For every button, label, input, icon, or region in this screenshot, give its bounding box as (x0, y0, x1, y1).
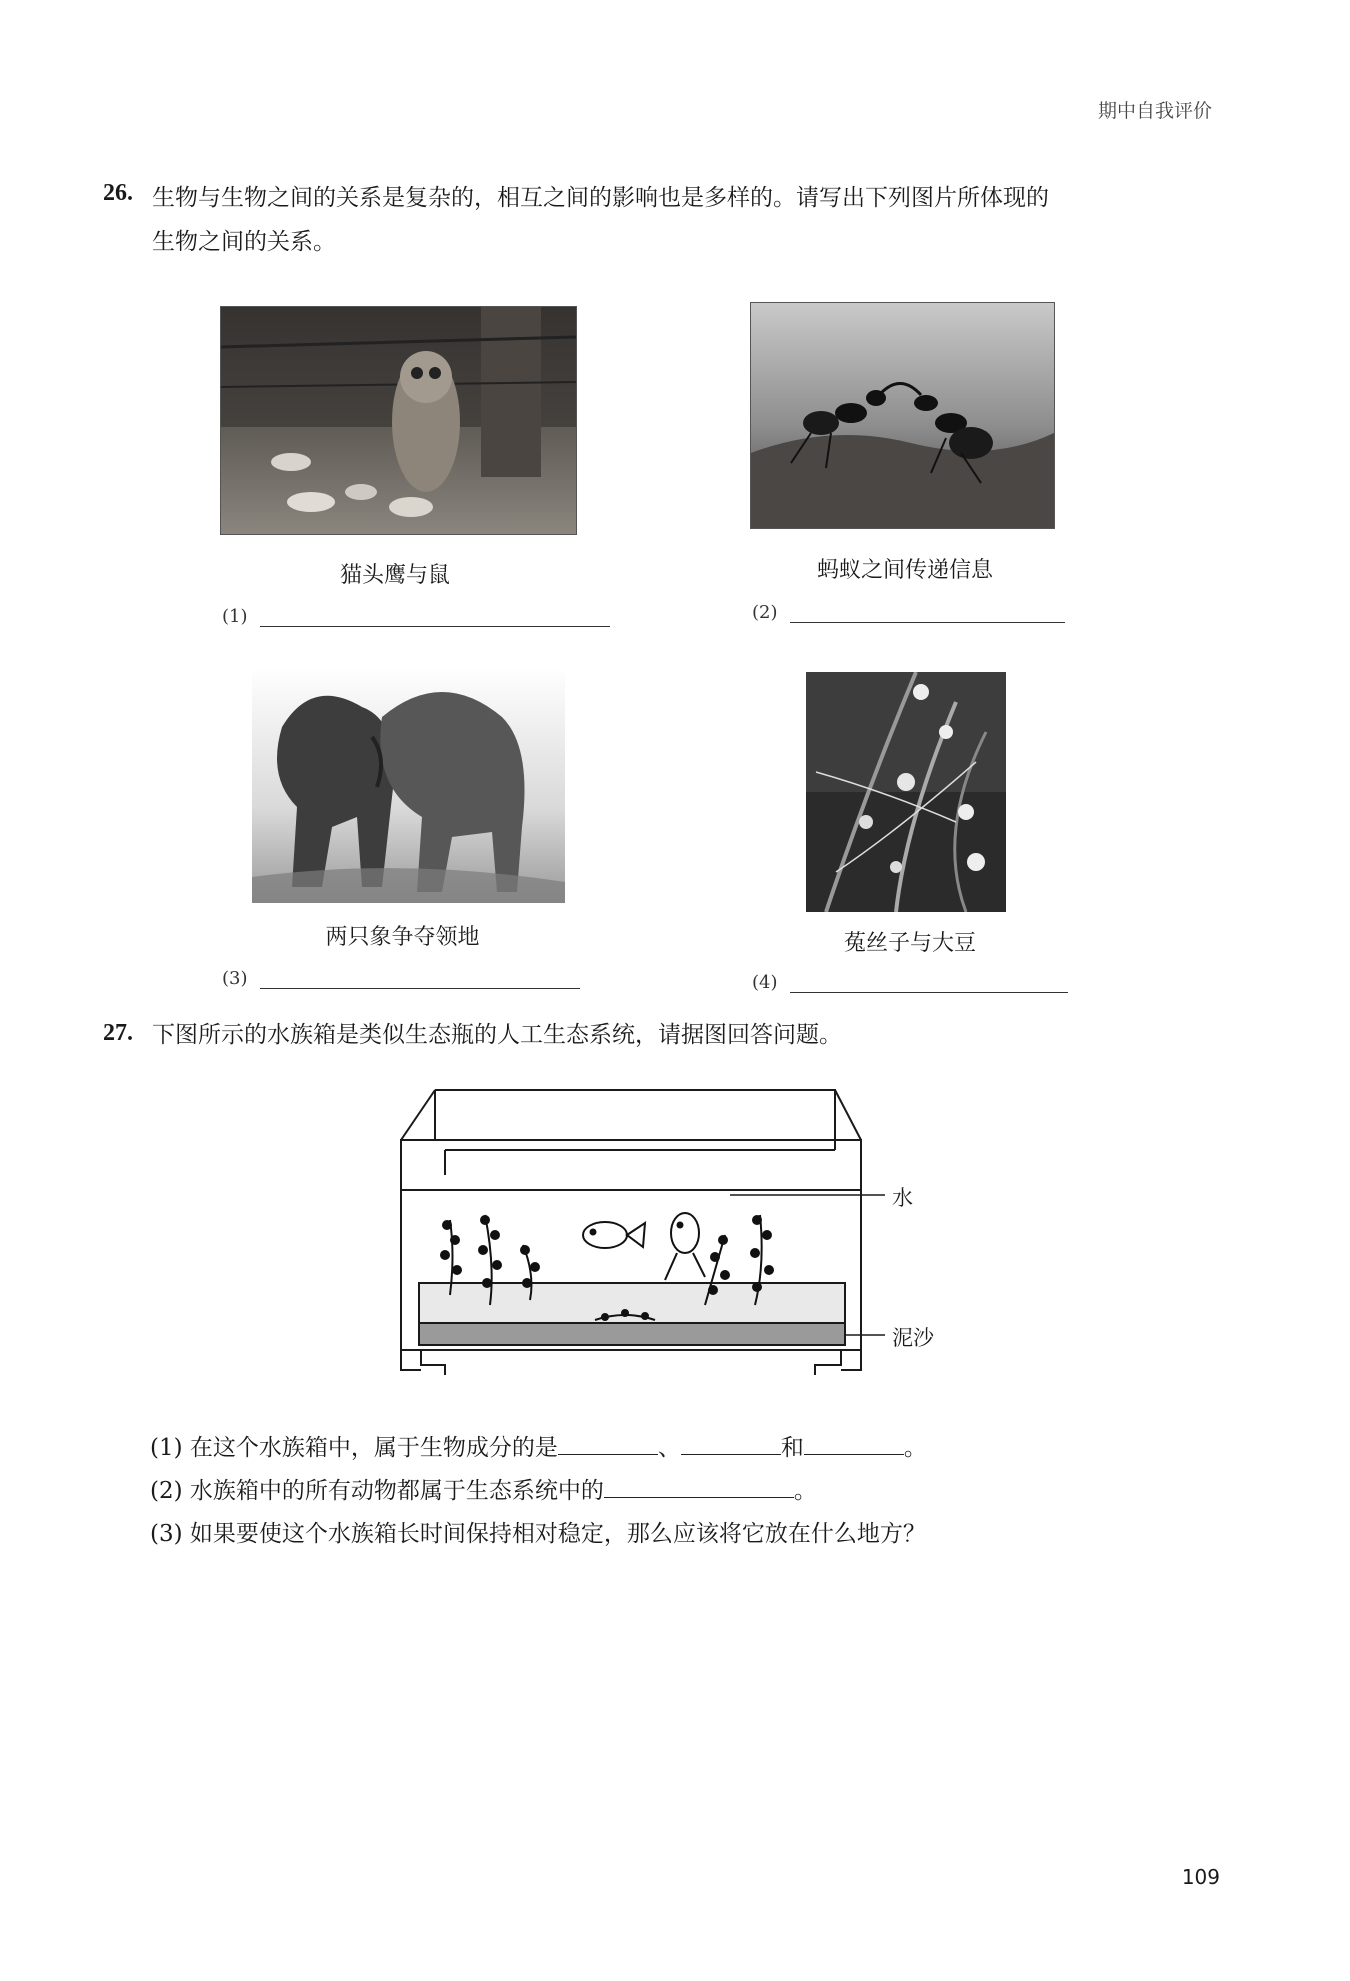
answer-blank-2 (752, 602, 1065, 623)
separator: 和 (780, 1435, 804, 1461)
dodder-soybean-photo (806, 672, 1006, 912)
answer-line[interactable] (260, 987, 580, 989)
photo-caption: 猫头鹰与鼠 (339, 563, 450, 588)
answer-line[interactable] (260, 625, 610, 627)
question-text-line: 生物之间的关系。 (152, 229, 336, 255)
answer-line[interactable] (804, 1453, 904, 1455)
answer-line[interactable] (790, 621, 1065, 623)
question-27-text: 下图所示的水族箱是类似生态瓶的人工生态系统，请据图回答问题。 (152, 1022, 842, 1048)
sub-question-1 (150, 1428, 927, 1468)
sub-question-text: (2) 水族箱中的所有动物都属于生态系统中的 (150, 1478, 604, 1504)
answer-blank-1 (222, 606, 610, 627)
answer-label: (3) (222, 968, 248, 989)
elephants-photo (252, 667, 565, 903)
question-26 (103, 180, 133, 207)
water-label: 水 (892, 1186, 913, 1210)
photo-caption: 菟丝子与大豆 (843, 931, 976, 956)
answer-label: (4) (752, 972, 778, 993)
answer-line[interactable] (558, 1453, 658, 1455)
sub-question-text: (3) 如果要使这个水族箱长时间保持相对稳定，那么应该将它放在什么地方？ (150, 1521, 926, 1547)
photo-caption: 两只象争夺领地 (325, 925, 480, 950)
answer-label: (2) (752, 602, 778, 623)
page-number: 109 (1181, 1865, 1220, 1889)
answer-line[interactable] (604, 1496, 794, 1498)
question-27 (103, 1020, 133, 1047)
answer-blank-4 (752, 972, 1068, 993)
separator: 。 (903, 1435, 927, 1461)
question-26-text (152, 176, 1232, 264)
owl-mouse-photo (220, 306, 577, 535)
answer-line[interactable] (681, 1453, 781, 1455)
ants-photo (750, 302, 1055, 529)
photo-caption: 蚂蚁之间传递信息 (816, 558, 993, 583)
sub-question-text: (1) 在这个水族箱中，属于生物成分的是 (150, 1435, 558, 1461)
aquarium-diagram (395, 1085, 935, 1385)
question-number: 26. (103, 180, 133, 206)
answer-line[interactable] (790, 991, 1068, 993)
separator: 。 (793, 1478, 817, 1504)
running-header: 期中自我评价 (1097, 100, 1212, 122)
answer-label: (1) (222, 606, 248, 627)
separator: 、 (657, 1435, 681, 1461)
sub-question-2 (150, 1471, 817, 1511)
question-text-line: 生物与生物之间的关系是复杂的，相互之间的影响也是多样的。请写出下列图片所体现的 (152, 185, 1049, 211)
sub-question-3 (150, 1514, 926, 1554)
answer-blank-3 (222, 968, 580, 989)
question-number: 27. (103, 1020, 133, 1046)
sand-label: 泥沙 (892, 1326, 934, 1350)
